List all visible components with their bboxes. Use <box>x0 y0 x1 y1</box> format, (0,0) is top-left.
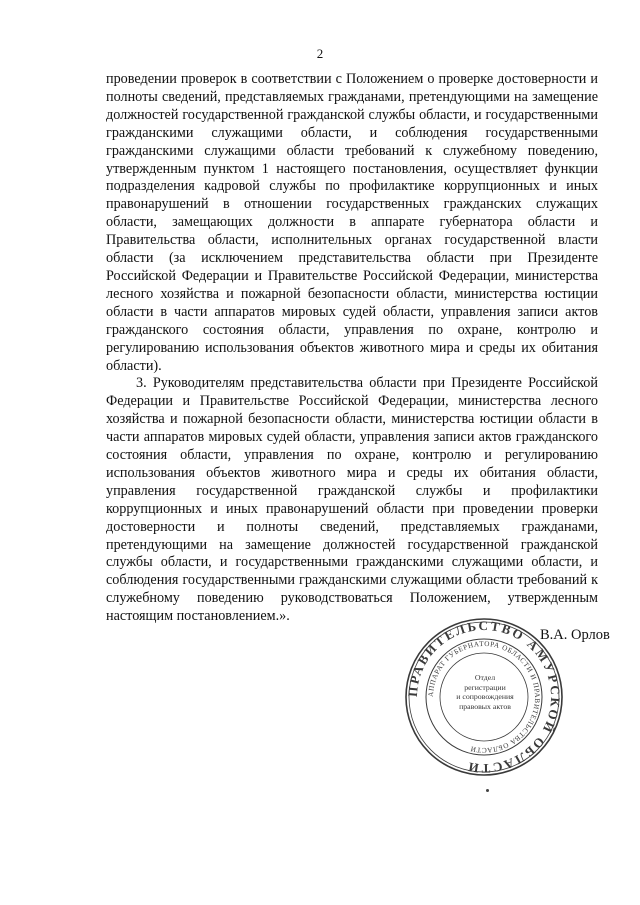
paragraph-continuation: проведении проверок в соответствии с Положением о проверке достоверности и полноты сведений, представляемых гражданами, претендующими на замещение должностей государственной гражданской службы области, и государственными гражданскими служащими области, и соблюдения государственными гражданскими служащими области требований к служебному поведению, утвержденным пунктом 1 настоящего постановления, осуществляет функции подразделения кадровой службы по профилактике коррупционных и иных правонарушений в отношении государственных гражданских служащих области, замещающих должности в аппарате губернатора области и Правительства области, исполнительных органах государственной власти области (за исключением представительства области при Президенте Российской Федерации и Правительстве Российской Федерации, министерства лесного хозяйства и пожарной безопасности области, министерства юстиции области в части аппаратов мировых судей области, управления записи актов гражданского состояния области, управления по охране, контролю и регулированию использования объектов животного мира и среды их обитания области). <box>106 71 598 374</box>
paragraph-clause-3: 3. Руководителям представительства области при Президенте Российской Федерации и Правительстве Российской Федерации, министерства лесного хозяйства и пожарной безопасности области, министерства юстиции области в части аппаратов мировых судей области, управления записи актов гражданского состояния области, управления по охране, контролю и регулированию использования объектов животного мира и среды их обитания области, управления государственной гражданской службы и профилактики коррупционных и иных правонарушений области при проведении проверки достоверности и полноты сведений, представляемых гражданами, претендующими на замещение должностей государственной гражданской службы области, и государственными гражданскими служащими области, и соблюдения государственными гражданскими служащими области требований к служебному поведению руководствоваться Положением, утвержденным настоящим постановлением.». <box>106 375 598 625</box>
seal-outer-text: ПРАВИТЕЛЬСТВО АМУРСКОЙ ОБЛАСТИ <box>404 617 564 777</box>
page-number: 2 <box>316 46 324 61</box>
document-body <box>106 71 598 626</box>
seal-inner-text: АППАРАТ ГУБЕРНАТОРА ОБЛАСТИ И ПРАВИТЕЛЬСТВА ОБЛАСТИ <box>426 639 542 755</box>
scan-speck <box>486 789 489 792</box>
seal-center-text: Отдел регистрации и сопровождения правовых актов <box>456 673 514 711</box>
signatory-name: В.А. Орлов <box>540 627 610 643</box>
